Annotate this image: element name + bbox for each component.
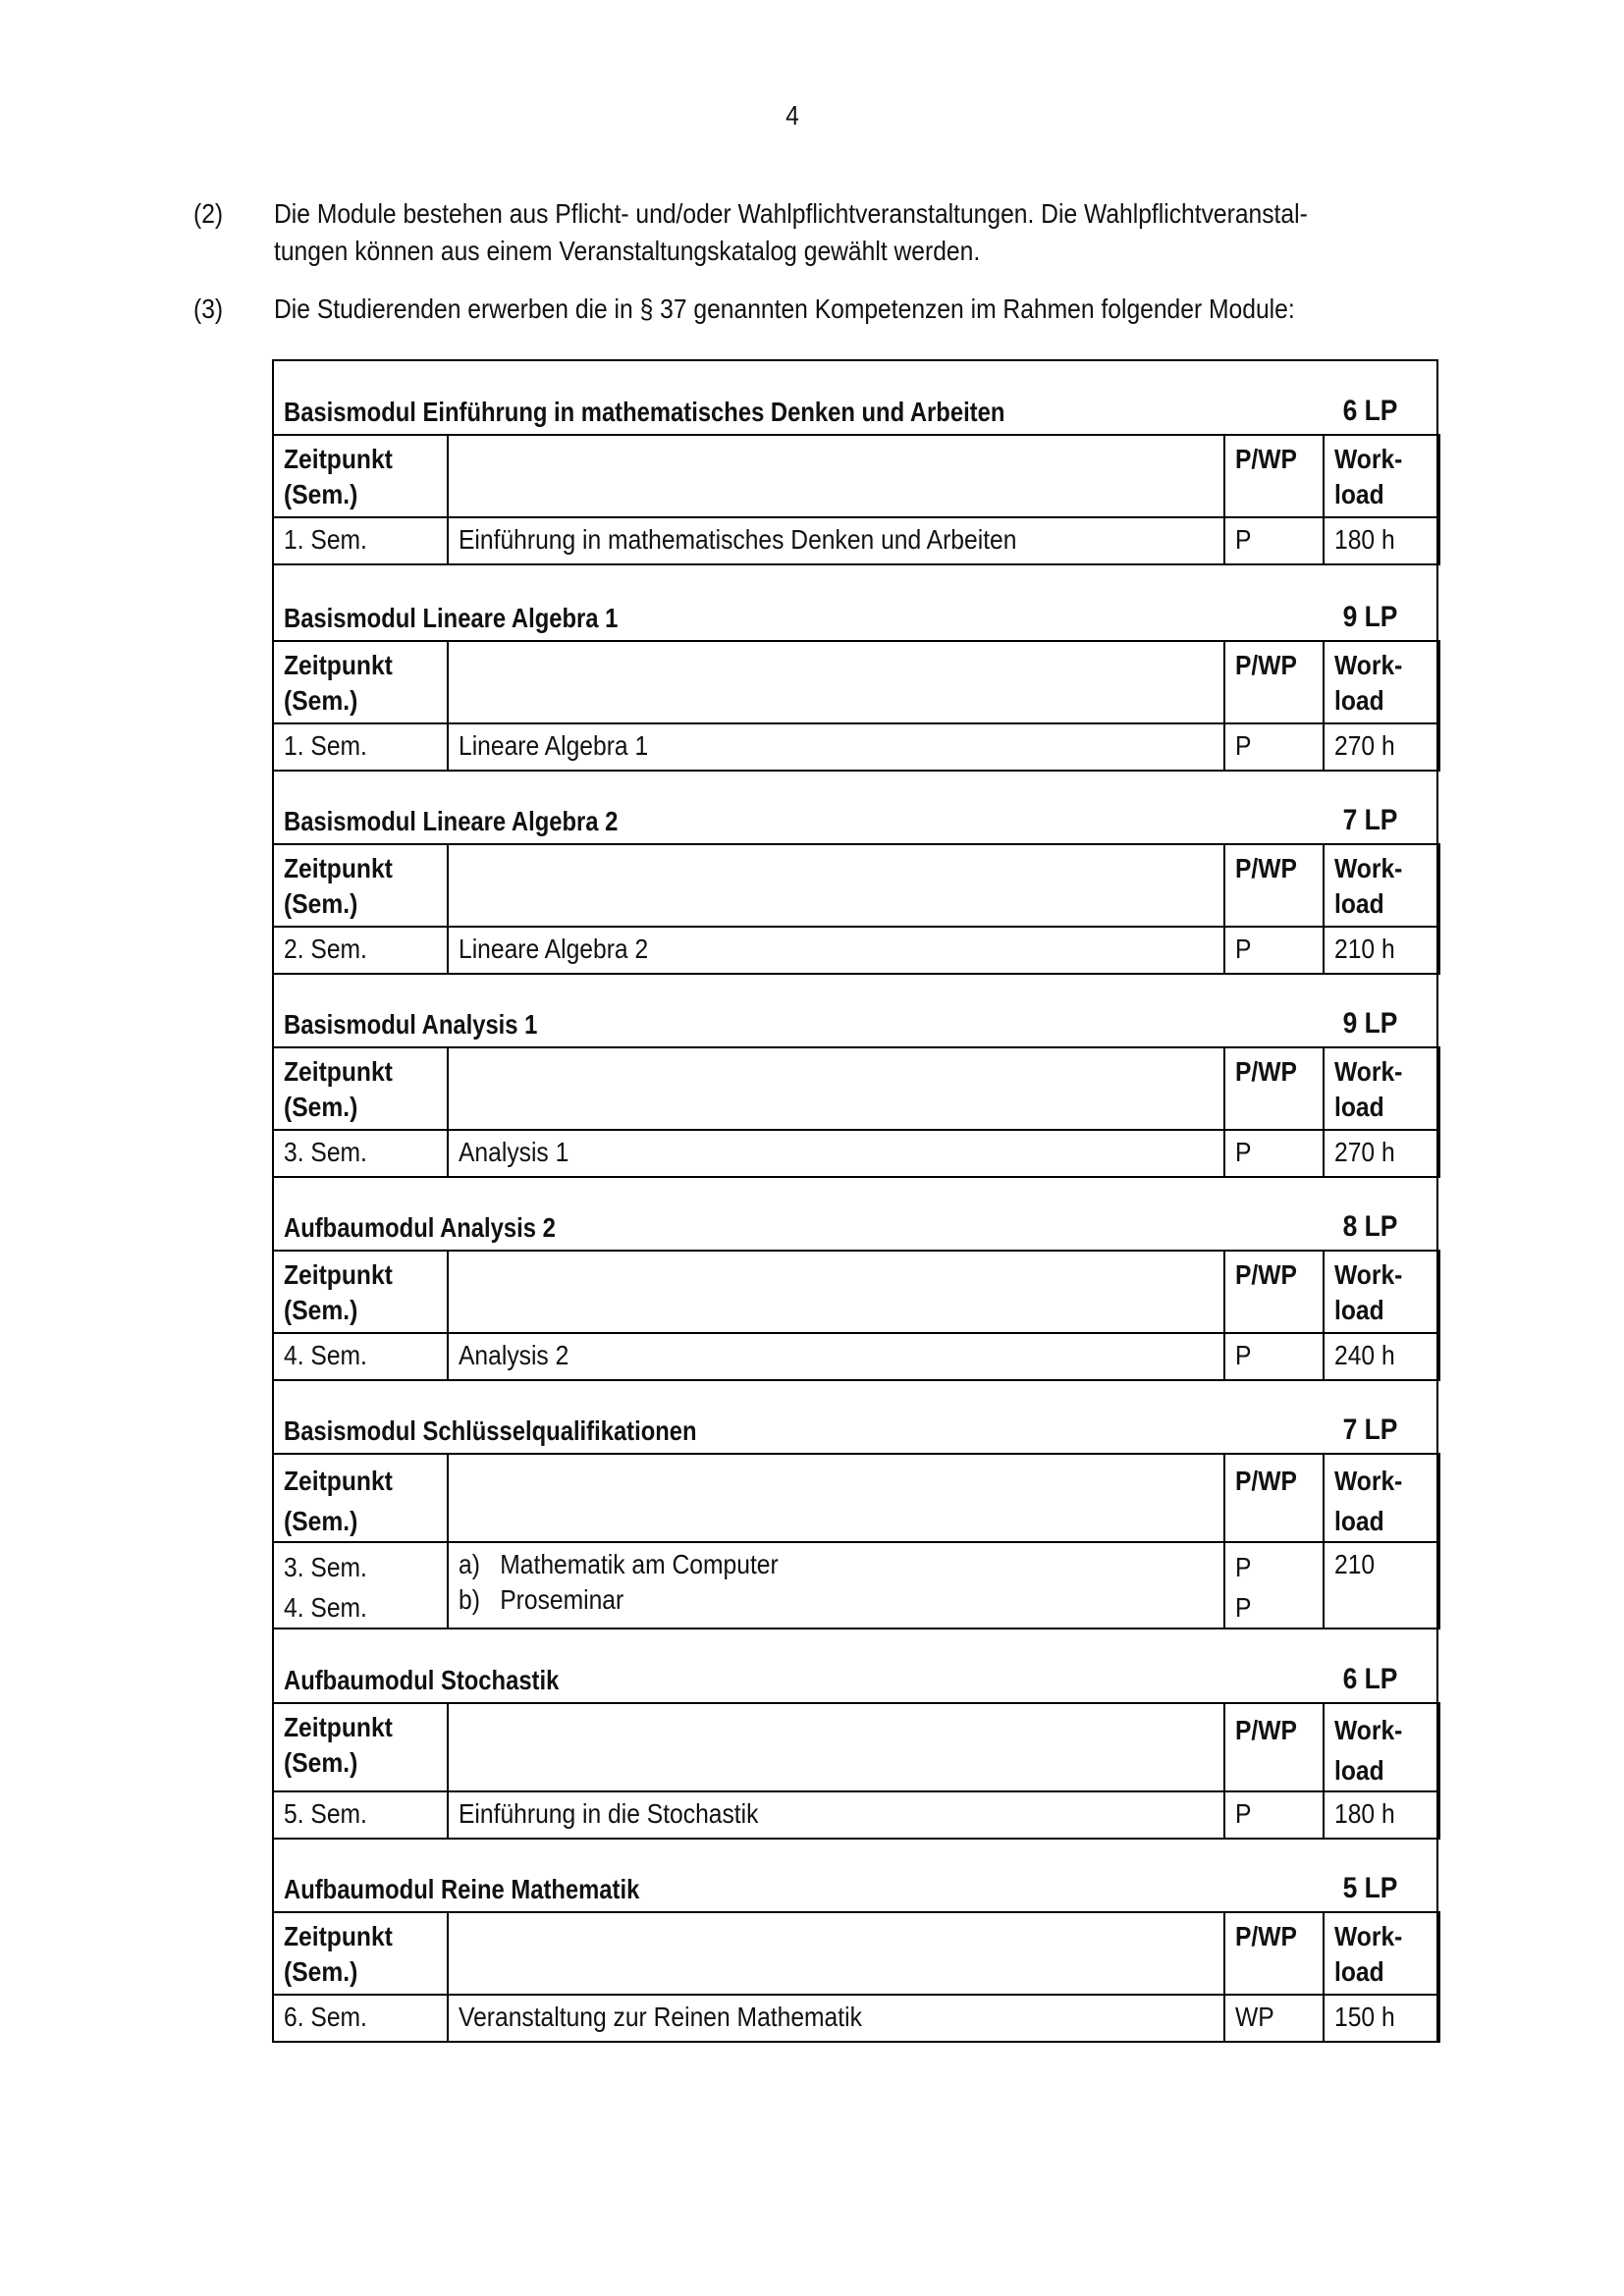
table-header-row [273,435,1439,517]
header-pwp: P/WP [1224,435,1324,517]
header-course [448,1912,1224,1995]
course-cell [448,1542,1224,1629]
header-zeitpunkt: Zeitpunkt (Sem.) [273,1251,448,1333]
module-title: Basismodul Lineare Algebra 2 [284,806,619,836]
table-row [273,1542,1439,1629]
table-header-row [273,641,1439,723]
header-zeitpunkt: Zeitpunkt (Sem.) [273,1454,448,1542]
semester-cell: 3. Sem. 4. Sem. [273,1542,448,1629]
workload-cell: 210 [1324,1542,1439,1629]
module-table [272,843,1440,975]
table-row [273,723,1439,771]
semester-cell: 1. Sem. [273,723,448,771]
module-header [272,359,1438,434]
table-row [273,1791,1439,1839]
course-cell: Einführung in mathematisches Denken und Arbeiten [448,517,1224,564]
semester-cell: 5. Sem. [273,1791,448,1839]
pwp-cell: P [1224,1130,1324,1177]
course-cell: Analysis 2 [448,1333,1224,1380]
module-header [272,1175,1438,1250]
header-zeitpunkt: Zeitpunkt (Sem.) [273,1703,448,1791]
pwp-cell: P [1224,723,1324,771]
table-header-row [273,1047,1439,1130]
module-credits: 7 LP [1342,804,1397,836]
module-credits: 6 LP [1342,395,1397,427]
workload-cell: 210 h [1324,927,1439,974]
header-pwp: P/WP [1224,1912,1324,1995]
list-item: a) Mathematik am Computer [459,1549,779,1579]
workload-cell: 180 h [1324,517,1439,564]
course-cell: Einführung in die Stochastik [448,1791,1224,1839]
table-header-row [273,844,1439,927]
header-course [448,1251,1224,1333]
header-course [448,1454,1224,1542]
paragraph-line: tungen können aus einem Veranstaltungskatalog gewählt werden. [274,236,981,266]
table-header-row [273,1251,1439,1333]
header-pwp: P/WP [1224,844,1324,927]
paragraph-number: (3) [193,294,224,324]
module-title: Basismodul Einführung in mathematisches Denken und Arbeiten [284,397,1005,427]
course-cell: Veranstaltung zur Reinen Mathematik [448,1995,1224,2042]
paragraph-text: Die Studierenden erwerben die in § 37 genannten Kompetenzen im Rahmen folgender Module: [274,294,1295,324]
table-row [273,927,1439,974]
header-workload: Work- load [1324,1047,1439,1130]
semester-cell: 3. Sem. [273,1130,448,1177]
module-credits: 5 LP [1342,1872,1397,1904]
course-cell: Lineare Algebra 1 [448,723,1224,771]
pwp-cell: P [1224,517,1324,564]
table-header-row [273,1912,1439,1995]
pwp-cell: WP [1224,1995,1324,2042]
header-course [448,1703,1224,1791]
header-pwp: P/WP [1224,1454,1324,1542]
course-cell: Lineare Algebra 2 [448,927,1224,974]
paragraph-number: (2) [193,198,224,229]
header-zeitpunkt: Zeitpunkt (Sem.) [273,641,448,723]
header-pwp: P/WP [1224,1251,1324,1333]
module-table [272,1046,1440,1178]
header-workload: Work- load [1324,1454,1439,1542]
module-table [272,640,1440,772]
module-table [272,1911,1440,2043]
pwp-cell: P [1224,1333,1324,1380]
page-number: 4 [785,100,799,131]
paragraph-line: Die Module bestehen aus Pflicht- und/oder Wahlpflichtveranstaltungen. Die Wahlpflichtveranstal- [274,198,1308,229]
module-header [272,1628,1438,1702]
table-row [273,1130,1439,1177]
module-title: Basismodul Schlüsselqualifikationen [284,1415,697,1446]
header-workload: Work- load [1324,1912,1439,1995]
course-cell: Analysis 1 [448,1130,1224,1177]
header-zeitpunkt: Zeitpunkt (Sem.) [273,1047,448,1130]
module-credits: 8 LP [1342,1210,1397,1243]
workload-cell: 180 h [1324,1791,1439,1839]
semester-cell: 4. Sem. [273,1333,448,1380]
table-header-row [273,1454,1439,1542]
module-credits: 7 LP [1342,1414,1397,1446]
header-course [448,844,1224,927]
header-zeitpunkt: Zeitpunkt (Sem.) [273,844,448,927]
header-pwp: P/WP [1224,1047,1324,1130]
module-credits: 9 LP [1342,1007,1397,1040]
header-pwp: P/WP [1224,1703,1324,1791]
header-pwp: P/WP [1224,641,1324,723]
header-zeitpunkt: Zeitpunkt (Sem.) [273,435,448,517]
module-credits: 6 LP [1342,1663,1397,1695]
module-title: Basismodul Analysis 1 [284,1009,538,1040]
table-row [273,1333,1439,1380]
module-title: Aufbaumodul Analysis 2 [284,1212,556,1243]
header-workload: Work- load [1324,1251,1439,1333]
table-row [273,1995,1439,2042]
table-row [273,517,1439,564]
module-header [272,565,1438,640]
module-credits: 9 LP [1342,601,1397,633]
workload-cell: 270 h [1324,723,1439,771]
workload-cell: 270 h [1324,1130,1439,1177]
header-course [448,1047,1224,1130]
module-header [272,769,1438,843]
header-zeitpunkt: Zeitpunkt (Sem.) [273,1912,448,1995]
header-course [448,641,1224,723]
module-table [272,1702,1440,1840]
header-workload: Work- load [1324,844,1439,927]
workload-cell: 150 h [1324,1995,1439,2042]
header-workload: Work- load [1324,435,1439,517]
pwp-cell: P P [1224,1542,1324,1629]
module-header [272,972,1438,1046]
module-header [272,1837,1438,1911]
module-header [272,1378,1438,1453]
table-header-row [273,1703,1439,1791]
workload-cell: 240 h [1324,1333,1439,1380]
module-table [272,434,1440,565]
semester-cell: 2. Sem. [273,927,448,974]
pwp-cell: P [1224,1791,1324,1839]
paragraph-text [274,195,1466,270]
module-title: Aufbaumodul Stochastik [284,1665,560,1695]
header-course [448,435,1224,517]
header-workload: Work- load [1324,1703,1439,1791]
module-title: Basismodul Lineare Algebra 1 [284,603,619,633]
header-workload: Work- load [1324,641,1439,723]
semester-cell: 1. Sem. [273,517,448,564]
list-item: b) Proseminar [459,1584,624,1615]
semester-cell: 6. Sem. [273,1995,448,2042]
module-title: Aufbaumodul Reine Mathematik [284,1874,640,1904]
pwp-cell: P [1224,927,1324,974]
module-table [272,1453,1440,1629]
module-table [272,1250,1440,1381]
